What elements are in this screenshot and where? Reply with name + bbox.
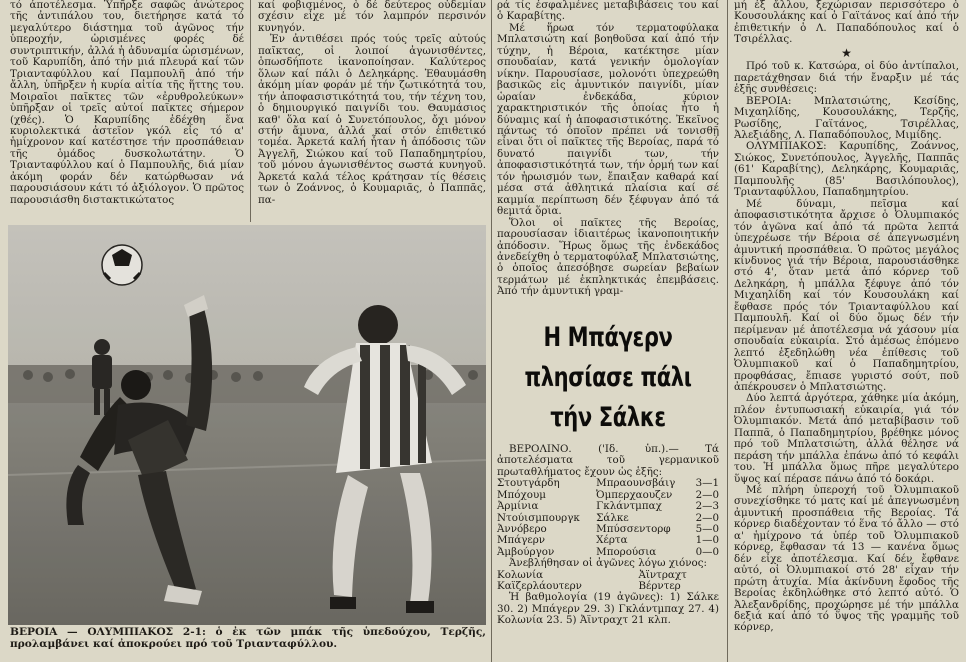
photo-caption: ΒΕΡΟΙΑ — ΟΛΥΜΠΙΑΚΟΣ 2-1: ὁ ἐκ τῶν μπάκ τῆς ὑπεδούχου, Τερζῆς, προλαμβάνει καί ἀποκρούει πρό τοῦ Τριανταφύλλου. xyxy=(10,626,486,650)
headline-line: τήν Σάλκε xyxy=(550,402,666,433)
match-away: Ὀμπερχαουζεν xyxy=(596,488,673,501)
results-intro: ΒΕΡΟΛΙΝΟ. ('Ιδ. ὑπ.).— Τά ἀποτελέσματα τοῦ γερμανικοῦ πρωταθλήματος ἔχουν ὡς ἑξῆς: xyxy=(497,443,719,478)
match-away: Μπορούσια xyxy=(596,545,657,558)
match-home: Μπάγερν xyxy=(497,534,546,547)
match-score: 3—1 xyxy=(695,477,719,490)
football-action-photo xyxy=(8,225,486,625)
article-column-1 xyxy=(10,0,244,222)
match-score: 5—0 xyxy=(695,522,719,535)
match-away: Μπραουνσβάιγ xyxy=(596,477,676,490)
match-row xyxy=(497,501,719,512)
article-column-3 xyxy=(497,0,719,307)
match-home: Ἀρμίνια xyxy=(497,500,539,513)
article-paragraph: Μέ πλήρη ὑπεροχή τοῦ Ὀλυμπιακοῦ συνεχίσθηκε τό ματς καί μέ ἀπεγνωσμένη ἀμυντική προσπάθεια τῆς Βεροίας. Τά κόρνερ διαδέχονταν τό ἕνα τό ἄλλο — στό α' ἡμίχρονο τά ὑπέρ τοῦ Ὀλυμπιακοῦ κόρνερ, ἔφθασαν τά 13 — κανένα ὅμως δέν εἶχε ἀποτέλεσμα. Καί δέν ἔφθανε αὐτό, οἱ Ὀλυμπιακοί στό 28' εἶχαν τήν πρώτη ἀτυχία. Μία ἀκίνδυνη ἔφοδος τῆς Βεροίας ἐκδηλώθηκε στό λεπτό αὐτό. Ὁ Ἀλεξανδρίδης, προχώρησε μέ τήν μπάλλα δεξιά καί ἀπό τό ὕψος τῆς γραμμῆς τοῦ κόρνερ, xyxy=(734,484,959,634)
postponed-away: Ἀϊντραχτ xyxy=(638,568,687,581)
match-score: 2—0 xyxy=(695,511,719,524)
column-rule xyxy=(491,0,492,662)
postponed-away: Βέρντερ xyxy=(638,580,681,593)
lineup-olympiakos: ΟΛΥΜΠΙΑΚΟΣ: Καρυπίδης, Ζοάννος, Σιώκος, Συνετόπουλος, Ἀγγελῆς, Παππᾶς (61' Καραβίτης), Δεληκάρης, Κουμαριᾶς, Παμπουλῆς (85' Βασιλόπουλος), Τριανταφύλλου, Παπαδημητρίου. xyxy=(734,140,959,199)
article-paragraph: ρά τίς ἐσφαλμένες μεταβιβάσεις του καί ὁ Καραβίτης. xyxy=(497,0,719,23)
article-paragraph: καί φοβισμένος, ὁ δέ δεύτερος οὐδεμίαν σχέσιν εἶχε μέ τόν λαμπρόν περσινόν κυνηγόν. xyxy=(258,0,486,34)
match-away: Μπύσσεντορφ xyxy=(596,522,671,535)
headline-line: Η Μπάγερν xyxy=(543,322,673,353)
match-results-table xyxy=(497,478,719,558)
match-home: Μπόχουμ xyxy=(497,488,546,501)
lineups-intro: Πρό τοῦ κ. Κατσώρα, οἱ δύο ἀντίπαλοι, παρετάχθησαν διά τήν ἔναρξιν μέ τάς ἑξῆς συνθέσεις: xyxy=(734,60,959,96)
column-rule xyxy=(250,0,251,222)
article-paragraph: Ἐν ἀντιθέσει πρός τούς τρεῖς αὐτούς παῖκτας, οἱ λοιποί ἀγωνισθέντες, ὁπωσδήποτε ἱκανοποίησαν. Καλύτερος ὅλων καί πάλι ὁ Δεληκάρης. Ἐθαυμάσθη ἀκόμη μίαν φοράν μέ τήν ζωτικότητά του, τήν ἀποφασιστικότητά του, τήν τέχνη του, ὁ δημιουργικό παιγνίδι του. Θαυμάσιος καθ' ὅλα καί ὁ Συνετόπουλος, ὄχι μόνον στήν ἄμυνα, ἀλλά καί στόν ἐπιθετικό τομέα. Ἀρκετά καλή ἦταν ἡ ἀπόδοσις τῶν Ἀγγελῆ, Σιώκου καί τοῦ Παπαδημητρίου, τοῦ μόνου ἀγωνισθέντος σωστά κυνηγοῦ. Ἀρκετά καλά τέλος κράτησαν τίς θέσεις των ὁ Ζοάννος, ὁ Κουμαριᾶς, ὁ Παππᾶς, πα- xyxy=(258,33,486,206)
article-paragraph: Μέ ἥρωα τόν τερματοφύλακα Μπλατσιώτη καί βοηθοῦσα καί ἀπό τήν τύχην, ἡ Βέροια, κατέκτησε μίαν σπουδαίαν, κατά γενικήν ὁμολογίαν νίκην. Παρουσίασε, μολονότι ὑπεχρεώθη βασικῶς εἰς ἀμυντικόν παιγνίδι, μίαν ὡραίαν ἐνδεκάδα, κύριον χαρακτηριστικόν τῆς ὁποίας ἦτο ἡ δύναμις καί ἡ ἀποφασιστικότης. Ἐκεῖνος πάντως τό ὁποῖον πρέπει νά τονισθῇ εἶναι ὅτι οἱ παῖκτες τῆς Βεροίας, παρά τό δυνατό παιγνίδι των, τήν ἀποφασιστικότητά των, τήν ὁρμή των καί τόν ἡρωισμόν των, ἔπαιξαν καθαρά καί μέσα στά ἀθλητικά πλαίσια καί σέ καμμία περίπτωση δέν ξέφυγαν ἀπό τά θεμιτά ὅρια. xyxy=(497,21,719,218)
article-paragraph: τό ἀποτέλεσμα. Ὑπῆρξε σαφῶς ἀνώτερος τῆς ἀντιπάλου του, διετήρησε κατά τό μεγαλύτερο διάστημα τοῦ ἀγῶνος τήν ὑπεροχήν, ὡρισμένες φορές δέ συντριπτικήν, ἀλλά ἡ ἀδυναμία ὡρισμένων, τοῦ Καρυπίδη, ἀπό τήν μιά πλευρά καί τῶν Τριανταφύλλου καί Παμπουλῆ ἀπό τήν ἄλλη, ὑπῆρξεν ἡ κυρία αἰτία τῆς ἥττης του. Μοιραῖοι παῖκτες τῶν «ἐρυθρολεύκων» ὑπῆρξαν οἱ τρεῖς αὐτοί παῖκτες σήμερον (χθές). Ὁ Καρυπίδης ἐδέχθη ἕνα κυριολεκτικά ἀστεῖον γκόλ εἰς τό α' ἡμίχρονον καί κατέστησε τήν προσπάθειαν τῆς ὁμάδος δυσκολωτάτην. Ὁ Τριανταφύλλου καί ὁ Παμπουλῆς, διά μίαν ἀκόμη φοράν δέν κατώρθωσαν νά παρουσιάσουν κάτι τό ἀξιόλογον. Ὁ πρῶτος παρουσιάσθη διστακτικώτατος xyxy=(10,0,244,206)
match-away: Χέρτα xyxy=(596,534,628,547)
match-away: Σάλκε xyxy=(596,511,629,524)
standings: Ἡ βαθμολογία (19 ἀγῶνες): 1) Σάλκε 30. 2) Μπάγερν 29. 3) Γκλάντμπαχ 27. 4) Κολωνία 23. 5) Ἀϊντραχτ 21 κλπ. xyxy=(497,591,719,627)
bundesliga-results xyxy=(497,444,719,627)
match-score: 2—3 xyxy=(695,500,719,513)
headline-line: πλησίασε πάλι xyxy=(524,362,692,393)
article-paragraph: Ὅλοι οἱ παῖκτες τῆς Βεροίας, παρουσίασαν ἰδιαιτέρως ἱκανοποιητικήν ἀπόδοσιν. Ἥρως ὅμως τῆς ἐνδεκάδος ἀνεδείχθη ὁ τερματοφύλαξ Μπλατσιώτης, ὁ ὁποῖος ἀπεσόβησε σωρείαν βεβαίων τερμάτων μέ ἐκπληκτικάς ἐπεμβάσεις. Ἀπό τήν ἀμυντική γραμ- xyxy=(497,216,719,298)
match-home: Στουτγάρδη xyxy=(497,477,560,490)
match-home: Ἀννόβερο xyxy=(497,522,547,535)
article-paragraph: Δύο λεπτά ἀργότερα, χάθηκε μία ἀκόμη, πλέον ἐντυπωσιακή εὐκαιρία, γιά τόν Ὀλυμπιακόν. Μετά ἀπό μεταβίβασιν τοῦ Παππᾶ, ὁ Παπαδημητρίου, βρέθηκε μόνος πρό τοῦ Μπλατσιώτη, ἀλλά θέλησε νά περάση τήν μπάλλα ἐπάνω ἀπό τό κεφάλι του. Ἡ μπάλλα ὅμως πῆρε μεγαλύτερο ὕψος καί πέρασε πάνω ἀπό τό δοκάρι. xyxy=(734,392,959,485)
star-separator-icon: ★ xyxy=(841,45,852,60)
postponed-home: Κολωνία xyxy=(497,568,544,581)
match-score: 1—0 xyxy=(695,534,719,547)
match-home: Ντούισμπουργκ xyxy=(497,511,580,524)
match-away: Γκλάντμπαχ xyxy=(596,500,662,513)
column-rule xyxy=(727,0,728,662)
lineup-veria: ΒΕΡΟΙΑ: Μπλατσιώτης, Κεσίδης, Μιχαηλίδης, Κουσουλάκης, Τερζῆς, Ρωσίδης, Γαϊτάνος, Τσιρέλλας, Ἀλεξιάδης, Λ. Παπαδόπουλος, Μιμίδης. xyxy=(734,94,959,141)
article-column-2 xyxy=(258,0,486,222)
article-column-4 xyxy=(734,0,959,662)
article-paragraph: Μέ δύναμι, πεῖσμα καί ἀποφασιστικότητα ἄρχισε ὁ Ὀλυμπιακός τόν ἀγῶνα καί ἀπό τά πρῶτα λεπτά ὑπεχρέωσε τήν Βέροια σέ ἀπεγνωσμένη ἀμυντική προσπάθεια. Ὁ πρῶτος μεγάλος κίνδυνος γιά τήν Βέροια, παρουσιάσθηκε στό 4', ὅταν μετά ἀπό κόρνερ τοῦ Δεληκάρη, ἡ μπάλλα ξέφυγε ἀπό τόν Μιχαηλίδη καί τόν Κουσουλάκη καί ἔφθασε πρός τόν Τριανταφύλλου καί Παμπουλῆ. Καί οἱ δύο ὅμως δέν τήν περίμεναν μέ ἀποτέλεσμα νά χάσουν μία σπουδαία εὐκαιρία. Στό ἀμέσως ἑπόμενο λεπτό ἐξεδηλώθη νέα ἐπίθεσις τοῦ Ὀλυμπιακοῦ καί ὁ Παπαδημητρίου, προφθάσας, ἔπιασε γυριστό σούτ, ποῦ ἀπέκρουσεν ὁ Μπλατσιώτης. xyxy=(734,197,959,393)
headline xyxy=(497,318,719,438)
match-score: 0—0 xyxy=(695,545,719,558)
postponed-matches-table xyxy=(497,570,719,593)
postponed-home: Καϊζερλάουτερν xyxy=(497,580,582,593)
match-score: 2—0 xyxy=(695,488,719,501)
postponed-label: Ἀνεβλήθησαν οἱ ἀγῶνες λόγω χιόνος: xyxy=(509,557,707,570)
match-photo xyxy=(8,225,486,625)
article-paragraph: μή ἐξ ἄλλου, ξεχώρισαν περισσότερο ὁ Κουσουλάκης καί ὁ Γαϊτάνος καί ἀπό τήν ἐπιθετικήν ὁ Λ. Παπαδόπουλος καί ὁ Τσιρέλλας. xyxy=(734,0,959,46)
match-home: Ἀμβούργον xyxy=(497,545,555,558)
